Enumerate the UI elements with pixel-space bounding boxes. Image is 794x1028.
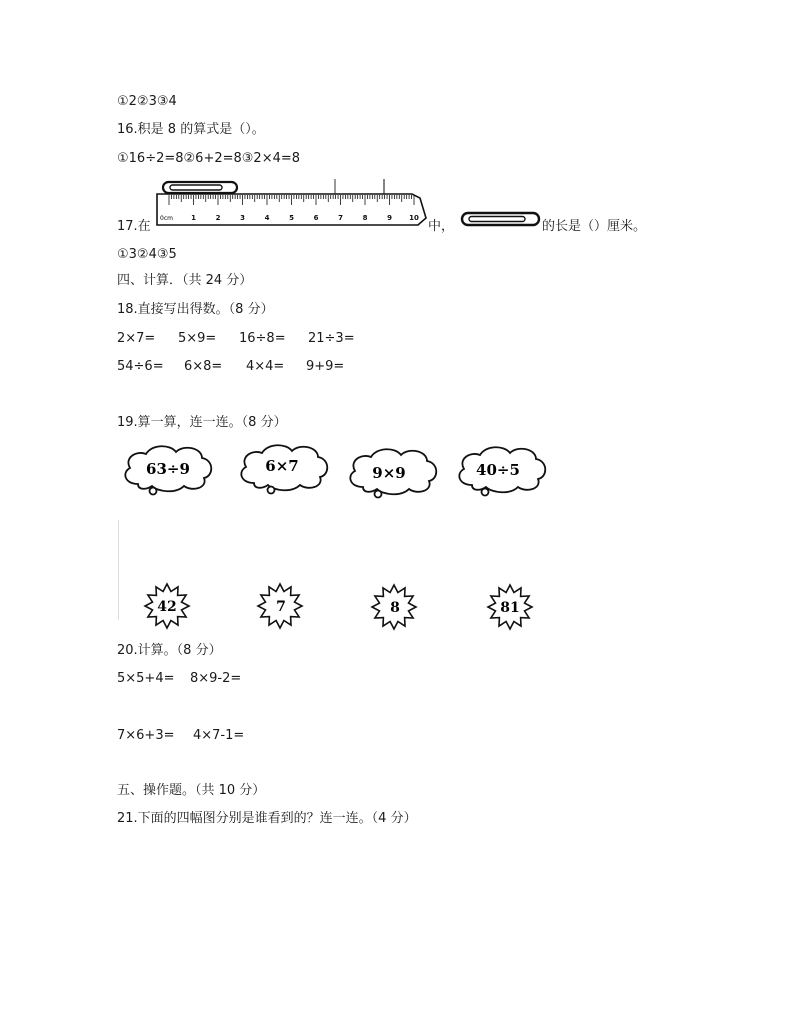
ruler-number: 6 [313,214,319,222]
star-3-label: 8 [390,600,400,616]
star-2[interactable] [256,582,304,630]
q20-row2 [117,728,244,744]
ruler-number: 8 [362,214,368,222]
star-4[interactable] [486,583,534,631]
q18-item: 9+9= [306,359,345,374]
star-1[interactable] [143,582,191,630]
cloud-1[interactable] [120,444,216,498]
cloud-3-label: 9×9 [372,464,406,482]
q18-item: 2×7= [117,331,156,346]
q18-row2 [117,359,344,375]
q17-suffix: 的长是（）厘米。 [542,219,647,234]
cloud-2-label: 6×7 [265,457,299,475]
ruler-number: 9 [387,214,392,222]
q18-item: 16÷8= [239,331,286,346]
ruler-number: 2 [215,214,221,222]
q15-options: ①2②3③4 [117,94,177,109]
q18-row1 [117,331,355,347]
q21-question: 21.下面的四幅图分别是谁看到的？连一连。（4 分） [117,811,417,826]
ruler-number: 5 [289,214,294,222]
q20-item: 8×9-2= [190,671,242,686]
ruler-number: 4 [264,214,270,222]
q18-item: 6×8= [184,359,223,374]
q20-row1 [117,671,241,687]
q18-item: 5×9= [178,331,217,346]
q17-middle: 中， [428,219,455,234]
q20-item: 5×5+4= [117,671,175,686]
star-4-label: 81 [500,600,520,616]
q16-options: ①16÷2=8②6+2=8③2×4=8 [117,151,301,166]
q20-question: 20.计算。（8 分） [117,643,222,658]
cloud-4-label: 40÷5 [476,461,520,479]
star-1-label: 42 [157,599,177,615]
q20-item: 7×6+3= [117,728,175,743]
paperclip-icon [163,182,237,193]
ruler-number: 3 [240,214,245,222]
q18-question: 18.直接写出得数。（8 分） [117,302,274,317]
ruler-figure [155,178,430,230]
q16-question: 16.积是 8 的算式是（）。 [117,122,265,137]
section5-title: 五、操作题。（共 10 分） [117,783,266,798]
cloud-4[interactable] [454,445,550,499]
q18-item: 54÷6= [117,359,164,374]
q18-item: 4×4= [246,359,285,374]
ruler-unit-label: 0cm [160,215,173,222]
q17-prefix: 17.在 [117,219,151,234]
ruler-number: 10 [409,214,419,222]
ruler-number: 7 [338,214,343,222]
q19-question: 19.算一算，连一连。（8 分） [117,415,287,430]
q17-options: ①3②4③5 [117,247,177,262]
cloud-1-label: 63÷9 [146,460,190,478]
cloud-3[interactable] [345,447,441,501]
section4-title: 四、计算．（共 24 分） [117,273,253,288]
star-2-label: 7 [276,599,286,615]
paperclip-icon [460,211,542,229]
divider-line [118,520,119,620]
cloud-2[interactable] [236,443,332,497]
star-3[interactable] [370,583,418,631]
ruler-number: 1 [191,214,196,222]
q20-item: 4×7-1= [193,728,245,743]
q18-item: 21÷3= [308,331,355,346]
